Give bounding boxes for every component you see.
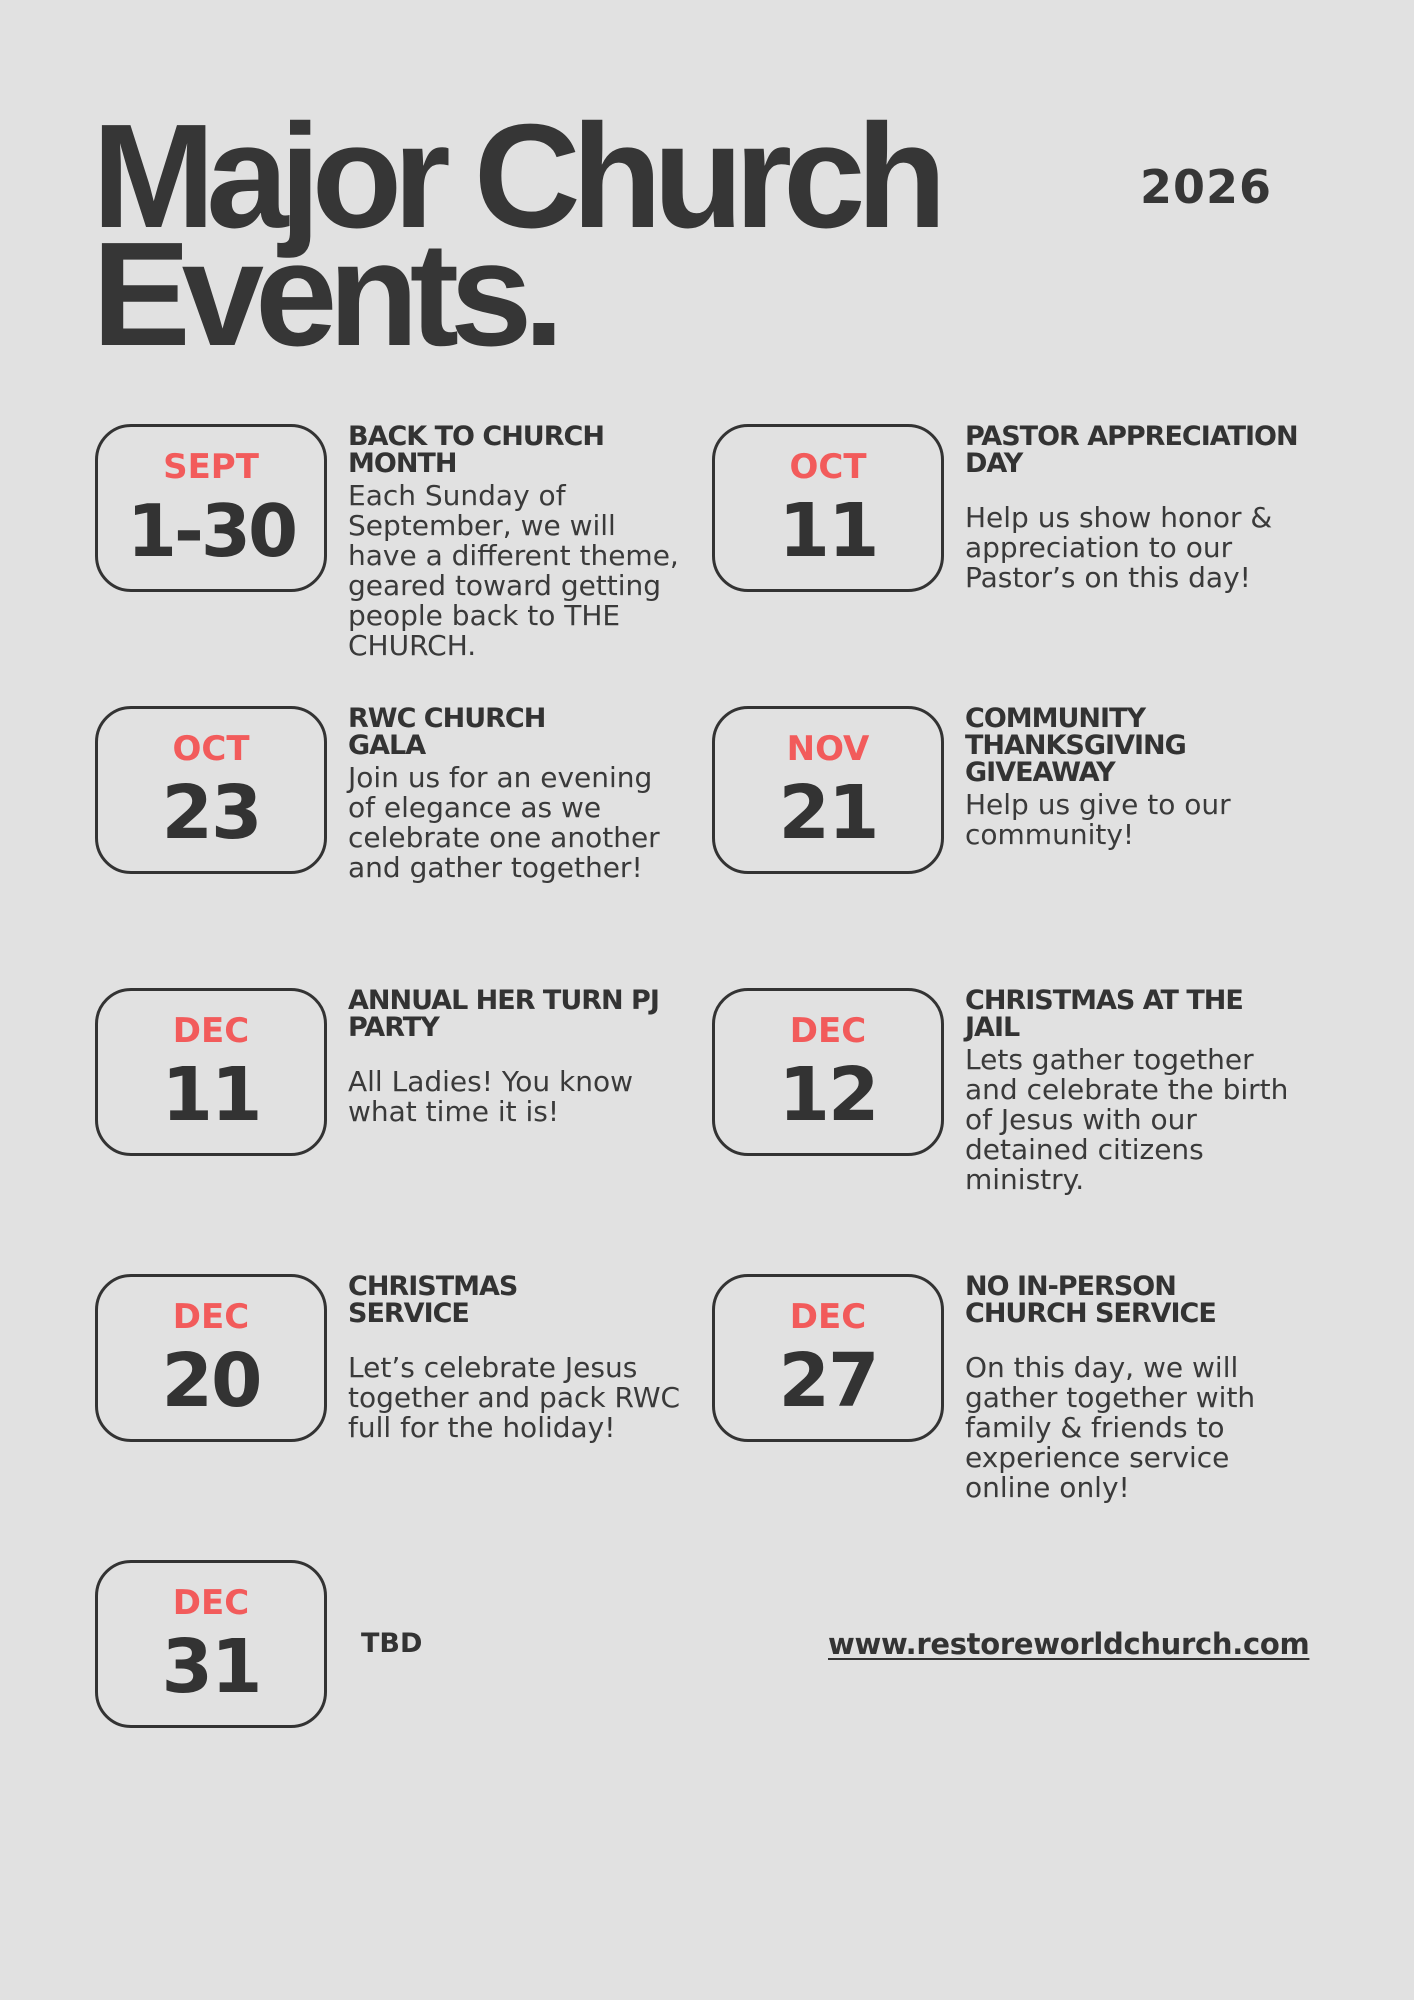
- event-day: 12: [778, 1052, 878, 1138]
- title-line-1: Major Church: [92, 94, 938, 259]
- event-day: 23: [161, 770, 261, 856]
- date-box: [95, 424, 327, 592]
- event-description: All Ladies! You know what time it is!: [348, 1065, 634, 1128]
- event-month: SEPT: [163, 447, 259, 487]
- event-title: TBD: [361, 1628, 423, 1659]
- event-title: NO IN-PERSON CHURCH SERVICE: [965, 1271, 1216, 1329]
- event-info: [965, 1273, 1305, 1503]
- event-day: 20: [161, 1338, 261, 1424]
- event-info: [965, 423, 1305, 593]
- event-day: 1-30: [126, 489, 296, 573]
- event-info: [348, 423, 688, 661]
- date-box: [95, 1274, 327, 1442]
- event-month: DEC: [172, 1011, 250, 1051]
- event-info: [965, 705, 1305, 850]
- event-info: [348, 705, 688, 883]
- event-description: Each Sunday of September, we will have a different theme, geared toward getting people back to THE CHURCH.: [348, 479, 679, 662]
- event-month: OCT: [172, 729, 250, 769]
- event-title: RWC CHURCH GALA: [348, 703, 546, 761]
- event-title: BACK TO CHURCH MONTH: [348, 421, 604, 479]
- event-info: [965, 987, 1305, 1195]
- event-month: OCT: [789, 447, 867, 487]
- event-month: DEC: [172, 1583, 250, 1623]
- date-box: [95, 1560, 327, 1728]
- page-title: [92, 94, 938, 377]
- event-month: DEC: [789, 1011, 867, 1051]
- event-day: 21: [778, 770, 878, 856]
- event-info: [348, 1273, 688, 1443]
- event-day: 11: [161, 1052, 261, 1138]
- event-month: NOV: [786, 729, 870, 769]
- event-title: CHRISTMAS AT THE JAIL: [965, 985, 1243, 1043]
- event-description: Help us give to our community!: [965, 788, 1231, 851]
- event-title: COMMUNITY THANKSGIVING GIVEAWAY: [965, 703, 1186, 788]
- date-box: [95, 706, 327, 874]
- date-box: [712, 988, 944, 1156]
- event-month: DEC: [789, 1297, 867, 1337]
- event-description: Lets gather together and celebrate the birth of Jesus with our detained citizens ministry.: [965, 1043, 1289, 1196]
- date-box: [712, 706, 944, 874]
- website-link[interactable]: www.restoreworldchurch.com: [828, 1627, 1310, 1661]
- event-description: Let’s celebrate Jesus together and pack RWC full for the holiday!: [348, 1351, 681, 1444]
- event-info: [348, 987, 688, 1127]
- date-box: [712, 424, 944, 592]
- event-day: 11: [778, 488, 878, 574]
- event-description: Join us for an evening of elegance as we celebrate one another and gather together!: [348, 761, 660, 884]
- date-box: [95, 988, 327, 1156]
- event-description: Help us show honor & appreciation to our Pastor’s on this day!: [965, 501, 1273, 594]
- date-box: [712, 1274, 944, 1442]
- event-description: On this day, we will gather together with family & friends to experience service online only!: [965, 1351, 1256, 1504]
- event-title: CHRISTMAS SERVICE: [348, 1271, 518, 1329]
- event-day: 31: [161, 1624, 261, 1710]
- event-month: DEC: [172, 1297, 250, 1337]
- event-title: PASTOR APPRECIATION DAY: [965, 421, 1298, 479]
- event-day: 27: [778, 1338, 878, 1424]
- year-label: 2026: [1140, 160, 1273, 214]
- event-title: ANNUAL HER TURN PJ PARTY: [348, 985, 659, 1043]
- title-line-2: Events.: [92, 212, 556, 377]
